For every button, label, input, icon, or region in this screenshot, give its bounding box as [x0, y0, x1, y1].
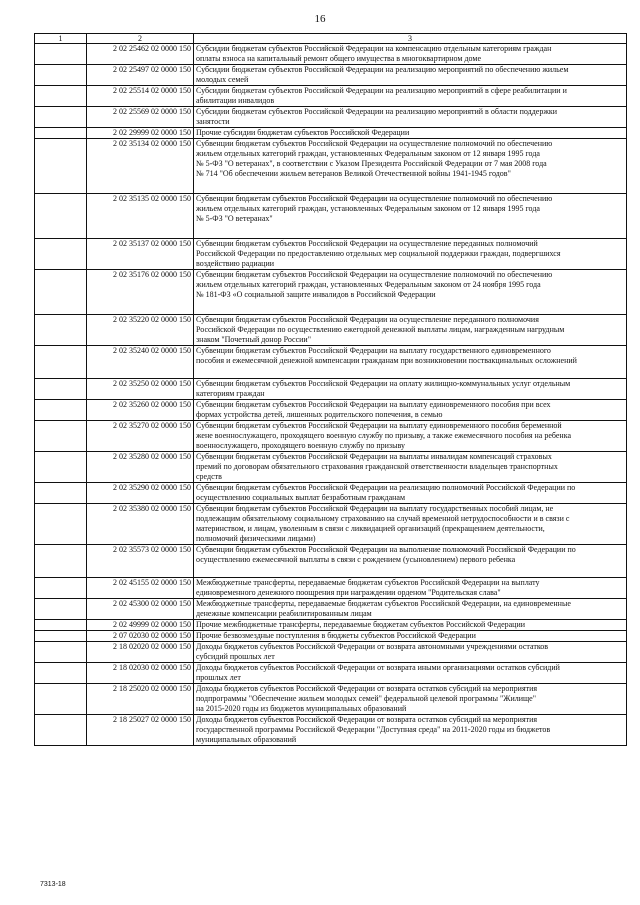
- budget-code-cell: 2 02 35573 02 0000 150: [87, 545, 194, 578]
- table-row: [35, 620, 627, 631]
- budget-code-cell: 2 02 35176 02 0000 150: [87, 270, 194, 315]
- description-cell: [194, 663, 627, 684]
- budget-code-cell: 2 02 45155 02 0000 150: [87, 578, 194, 599]
- description-line: № 5-ФЗ "О ветеранах", в соответствии с Указом Президента Российской Федерации от 7 мая 2008 года: [196, 159, 547, 168]
- budget-code-cell: 2 02 35220 02 0000 150: [87, 315, 194, 346]
- table-row: [35, 545, 627, 578]
- row-empty-cell: [35, 620, 87, 631]
- description-line: Межбюджетные трансферты, передаваемые бюджетам субъектов Российской Федерации, на единовременные: [196, 599, 571, 608]
- description-line: Российской Федерации по предоставлению отдельных мер социальной поддержки граждан, подвергшихся: [196, 249, 561, 258]
- row-empty-cell: [35, 599, 87, 620]
- description-line: Доходы бюджетов субъектов Российской Федерации от возврата остатков субсидий на мероприятия: [196, 715, 538, 724]
- row-empty-cell: [35, 194, 87, 239]
- table-row: [35, 65, 627, 86]
- column-header-2: 2: [87, 34, 194, 44]
- description-line: занятости: [196, 117, 230, 126]
- description-line: № 5-ФЗ "О ветеранах": [196, 214, 273, 223]
- description-line: Субвенции бюджетам субъектов Российской Федерации на оплату жилищно-коммунальных услуг отдельным: [196, 379, 571, 388]
- table-row: [35, 128, 627, 139]
- table-row: [35, 379, 627, 400]
- table-row: [35, 107, 627, 128]
- description-cell: [194, 545, 627, 578]
- row-empty-cell: [35, 107, 87, 128]
- description-line: Субвенции бюджетам субъектов Российской Федерации на осуществление полномочий по обеспечению: [196, 194, 553, 203]
- description-line: осуществлению ежемесячной выплаты в связи с рождением (усыновлением) первого ребенка: [196, 555, 516, 564]
- row-empty-cell: [35, 139, 87, 194]
- description-cell: [194, 139, 627, 194]
- description-line: военнослужащего, проходящего военную службу по призыву: [196, 441, 405, 450]
- description-line: абилитации инвалидов: [196, 96, 275, 105]
- table-row: [35, 631, 627, 642]
- description-line: подлежащим обязательному социальному страхованию на случай временной нетрудоспособности и в связи с: [196, 514, 570, 523]
- description-line: знаком "Почетный донор России": [196, 335, 311, 344]
- description-line: денежные компенсации реабилитированным лицам: [196, 609, 372, 618]
- description-line: средств: [196, 472, 222, 481]
- column-header-3: 3: [194, 34, 627, 44]
- page-number: 16: [314, 13, 326, 25]
- description-line: Субвенции бюджетам субъектов Российской Федерации на выплаты инвалидам компенсаций страховых: [196, 452, 552, 461]
- row-empty-cell: [35, 578, 87, 599]
- description-line: материнством, и лицам, уволенным в связи с ликвидацией организаций (прекращением деятельности,: [196, 524, 545, 533]
- row-empty-cell: [35, 421, 87, 452]
- row-empty-cell: [35, 545, 87, 578]
- row-empty-cell: [35, 631, 87, 642]
- description-line: единовременного денежного поощрения при награждении орденом "Родительская слава": [196, 588, 501, 597]
- description-cell: [194, 44, 627, 65]
- budget-code-cell: 2 02 25514 02 0000 150: [87, 86, 194, 107]
- description-line: Прочие субсидии бюджетам субъектов Российской Федерации: [196, 128, 410, 137]
- budget-code-cell: 2 18 25020 02 0000 150: [87, 684, 194, 715]
- description-cell: [194, 642, 627, 663]
- description-cell: [194, 452, 627, 483]
- row-empty-cell: [35, 483, 87, 504]
- budget-code-cell: 2 02 25462 02 0000 150: [87, 44, 194, 65]
- table-row: [35, 194, 627, 239]
- budget-code-cell: 2 02 45300 02 0000 150: [87, 599, 194, 620]
- budget-code-cell: 2 18 02020 02 0000 150: [87, 642, 194, 663]
- description-cell: [194, 715, 627, 746]
- budget-code-cell: 2 02 25569 02 0000 150: [87, 107, 194, 128]
- description-line: Субвенции бюджетам субъектов Российской Федерации на выполнение полномочий Российской Федерации по: [196, 545, 576, 554]
- description-line: Субсидии бюджетам субъектов Российской Федерации на компенсацию отдельным категориям граждан: [196, 44, 552, 53]
- table-header-row: [35, 34, 627, 44]
- column-header-1: 1: [35, 34, 87, 44]
- description-line: воздействию радиации: [196, 259, 275, 268]
- description-cell: [194, 270, 627, 315]
- description-line: подпрограммы "Обеспечение жильем молодых семей" федеральной целевой программы "Жилище": [196, 694, 536, 703]
- description-line: Прочие межбюджетные трансферты, передаваемые бюджетам субъектов Российской Федерации: [196, 620, 526, 629]
- table-row: [35, 504, 627, 545]
- description-line: прошлых лет: [196, 673, 241, 682]
- row-empty-cell: [35, 642, 87, 663]
- description-line: осуществлению социальных выплат безработным гражданам: [196, 493, 406, 502]
- budget-code-cell: 2 02 25497 02 0000 150: [87, 65, 194, 86]
- description-line: жене военнослужащего, проходящего военную службу по призыву, а также ежемесячного пособия на ребенка: [196, 431, 572, 440]
- row-empty-cell: [35, 452, 87, 483]
- description-cell: [194, 315, 627, 346]
- budget-code-cell: 2 02 35137 02 0000 150: [87, 239, 194, 270]
- budget-code-cell: 2 02 35290 02 0000 150: [87, 483, 194, 504]
- budget-code-cell: 2 02 29999 02 0000 150: [87, 128, 194, 139]
- description-cell: [194, 599, 627, 620]
- budget-code-cell: 2 02 35240 02 0000 150: [87, 346, 194, 379]
- table-row: [35, 421, 627, 452]
- table-row: [35, 715, 627, 746]
- description-cell: [194, 483, 627, 504]
- row-empty-cell: [35, 315, 87, 346]
- row-empty-cell: [35, 44, 87, 65]
- budget-code-table: [34, 33, 627, 746]
- description-cell: [194, 346, 627, 379]
- row-empty-cell: [35, 715, 87, 746]
- row-empty-cell: [35, 128, 87, 139]
- row-empty-cell: [35, 379, 87, 400]
- description-line: Субвенции бюджетам субъектов Российской Федерации на осуществление полномочий по обеспечению: [196, 270, 553, 279]
- description-line: на 2015-2020 годы из бюджетов муниципальных образований: [196, 704, 407, 713]
- row-empty-cell: [35, 400, 87, 421]
- description-line: Субвенции бюджетам субъектов Российской Федерации на осуществление полномочий по обеспечению: [196, 139, 553, 148]
- row-empty-cell: [35, 663, 87, 684]
- description-line: формах устройства детей, лишенных родительского попечения, в семью: [196, 410, 443, 419]
- description-line: категориям граждан: [196, 389, 265, 398]
- description-cell: [194, 239, 627, 270]
- document-footer-code: 7313-18: [40, 881, 66, 888]
- budget-code-cell: 2 07 02030 02 0000 150: [87, 631, 194, 642]
- table-row: [35, 663, 627, 684]
- description-cell: [194, 504, 627, 545]
- budget-code-cell: 2 02 35380 02 0000 150: [87, 504, 194, 545]
- description-line: Субсидии бюджетам субъектов Российской Федерации на реализацию мероприятий в области поддержки: [196, 107, 558, 116]
- description-line: № 181-ФЗ «О социальной защите инвалидов в Российской Федерации: [196, 290, 436, 299]
- table-row: [35, 139, 627, 194]
- row-empty-cell: [35, 86, 87, 107]
- description-line: Субсидии бюджетам субъектов Российской Федерации на реализацию мероприятий в сфере реабилитации и: [196, 86, 567, 95]
- budget-code-cell: 2 18 25027 02 0000 150: [87, 715, 194, 746]
- description-line: муниципальных образований: [196, 735, 297, 744]
- budget-code-cell: 2 02 35135 02 0000 150: [87, 194, 194, 239]
- description-line: Субвенции бюджетам субъектов Российской Федерации на выплату единовременного пособия при всех: [196, 400, 551, 409]
- description-line: государственной программы Российской Федерации "Доступная среда" на 2011-2020 годы из бюджетов: [196, 725, 551, 734]
- description-cell: [194, 578, 627, 599]
- description-cell: [194, 421, 627, 452]
- description-cell: [194, 400, 627, 421]
- description-line: Субвенции бюджетам субъектов Российской Федерации на осуществление переданного полномочия: [196, 315, 539, 324]
- description-line: № 714 "Об обеспечении жильем ветеранов Великой Отечественной войны 1941-1945 годов": [196, 169, 511, 178]
- description-line: Российской Федерации по осуществлению ежегодной денежной выплаты лицам, награжденным нагрудным: [196, 325, 565, 334]
- description-line: жильем отдельных категорий граждан, установленных Федеральным законом от 12 января 1995 года: [196, 149, 540, 158]
- row-empty-cell: [35, 65, 87, 86]
- description-line: Субвенции бюджетам субъектов Российской Федерации на реализацию полномочий Российской Федерации по: [196, 483, 576, 492]
- row-empty-cell: [35, 504, 87, 545]
- budget-code-cell: 2 18 02030 02 0000 150: [87, 663, 194, 684]
- description-line: Субвенции бюджетам субъектов Российской Федерации на выплату государственного единовременного: [196, 346, 551, 355]
- description-cell: [194, 128, 627, 139]
- description-line: Прочие безвозмездные поступления в бюджеты субъектов Российской Федерации: [196, 631, 476, 640]
- description-line: Субвенции бюджетам субъектов Российской Федерации на выплату единовременного пособия беременной: [196, 421, 562, 430]
- row-empty-cell: [35, 684, 87, 715]
- description-line: субсидий прошлых лет: [196, 652, 275, 661]
- table-row: [35, 452, 627, 483]
- budget-code-cell: 2 02 35270 02 0000 150: [87, 421, 194, 452]
- description-cell: [194, 684, 627, 715]
- table-row: [35, 684, 627, 715]
- row-empty-cell: [35, 346, 87, 379]
- row-empty-cell: [35, 270, 87, 315]
- description-line: молодых семей: [196, 75, 249, 84]
- description-line: пособия и ежемесячной денежной компенсации гражданам при возникновении поствакцинальных осложнений: [196, 356, 577, 365]
- description-cell: [194, 620, 627, 631]
- description-cell: [194, 65, 627, 86]
- description-line: Межбюджетные трансферты, передаваемые бюджетам субъектов Российской Федерации на выплату: [196, 578, 540, 587]
- table-row: [35, 400, 627, 421]
- description-line: жильем отдельных категорий граждан, установленных Федеральным законом от 12 января 1995 года: [196, 204, 540, 213]
- table-row: [35, 315, 627, 346]
- description-cell: [194, 107, 627, 128]
- table-row: [35, 578, 627, 599]
- row-empty-cell: [35, 239, 87, 270]
- description-line: Субвенции бюджетам субъектов Российской Федерации на выплату государственных пособий лицам, не: [196, 504, 554, 513]
- budget-code-cell: 2 02 49999 02 0000 150: [87, 620, 194, 631]
- table-row: [35, 483, 627, 504]
- table-row: [35, 239, 627, 270]
- description-line: Субсидии бюджетам субъектов Российской Федерации на реализацию мероприятий по обеспечению жильем: [196, 65, 569, 74]
- description-cell: [194, 631, 627, 642]
- budget-code-cell: 2 02 35280 02 0000 150: [87, 452, 194, 483]
- description-line: премий по договорам обязательного страхования гражданской ответственности владельцев транспортных: [196, 462, 558, 471]
- description-line: Доходы бюджетов субъектов Российской Федерации от возврата остатков субсидий на мероприятия: [196, 684, 538, 693]
- description-cell: [194, 379, 627, 400]
- budget-code-cell: 2 02 35260 02 0000 150: [87, 400, 194, 421]
- table-row: [35, 346, 627, 379]
- description-line: оплаты взноса на капитальный ремонт общего имущества в многоквартирном доме: [196, 54, 481, 63]
- table-row: [35, 270, 627, 315]
- description-line: Доходы бюджетов субъектов Российской Федерации от возврата иными организациями остатков субсидий: [196, 663, 560, 672]
- table-row: [35, 44, 627, 65]
- description-cell: [194, 86, 627, 107]
- description-cell: [194, 194, 627, 239]
- description-line: Субвенции бюджетам субъектов Российской Федерации на осуществление переданных полномочий: [196, 239, 538, 248]
- table-row: [35, 642, 627, 663]
- table-row: [35, 599, 627, 620]
- description-line: Доходы бюджетов субъектов Российской Федерации от возврата автономными учреждениями остатков: [196, 642, 549, 651]
- description-line: полномочий физическими лицами): [196, 534, 316, 543]
- description-line: жильем отдельных категорий граждан, установленных Федеральным законом от 24 ноября 1995 года: [196, 280, 541, 289]
- table-row: [35, 86, 627, 107]
- budget-code-cell: 2 02 35250 02 0000 150: [87, 379, 194, 400]
- budget-code-cell: 2 02 35134 02 0000 150: [87, 139, 194, 194]
